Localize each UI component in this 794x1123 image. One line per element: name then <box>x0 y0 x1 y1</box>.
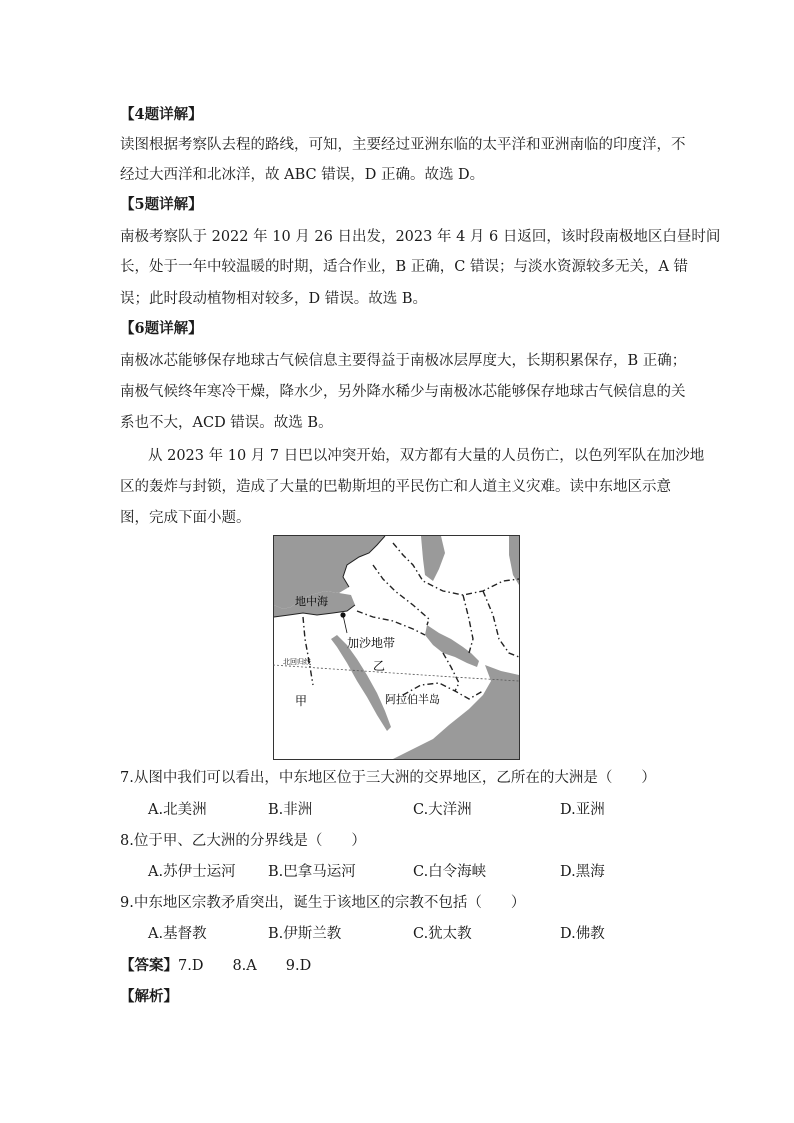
middle-east-map <box>273 535 520 760</box>
q9-option-b: B.伊斯兰教 <box>268 926 342 942</box>
explanation-line: 读图根据考察队去程的路线，可知，主要经过亚洲东临的太平洋和亚洲南临的印度洋，不 <box>120 137 686 153</box>
explanation-line: 误；此时段动植物相对较多，D 错误。故选 B。 <box>120 291 427 307</box>
q9-option-c: C.犹太教 <box>413 926 472 942</box>
material-intro-line: 从 2023 年 10 月 7 日巴以冲突开始，双方都有大量的人员伤亡，以色列军队在加沙地 <box>148 448 705 464</box>
question-7-stem: 7.从图中我们可以看出，中东地区位于三大洲的交界地区，乙所在的大洲是（ ） <box>120 770 656 786</box>
explanation-line: 南极冰芯能够保存地球古气候信息主要得益于南极冰层厚度大，长期积累保存，B 正确； <box>120 353 687 369</box>
explanation-line: 系也不大，ACD 错误。故选 B。 <box>120 415 333 431</box>
label-jia: 甲 <box>295 694 308 708</box>
label-mediterranean: 地中海 <box>295 596 328 608</box>
section-heading-q6: 【6题详解】 <box>120 320 203 337</box>
explanation-line: 经过大西洋和北冰洋，故 ABC 错误，D 正确。故选 D。 <box>120 167 485 183</box>
question-9-stem: 9.中东地区宗教矛盾突出，诞生于该地区的宗教不包括（ ） <box>120 895 526 911</box>
analysis-heading: 【解析】 <box>120 988 178 1005</box>
label-tropic: 北回归线 <box>283 659 311 666</box>
q7-option-c: C.大洋洲 <box>413 802 472 818</box>
label-arabian-peninsula: 阿拉伯半岛 <box>385 694 440 706</box>
q8-option-c: C.白令海峡 <box>413 864 487 880</box>
q8-option-a: A.苏伊士运河 <box>148 864 236 880</box>
explanation-line: 长，处于一年中较温暖的时期，适合作业，B 正确，C 错误；与淡水资源较多无关，A 错 <box>120 259 689 275</box>
material-intro-line: 区的轰炸与封锁，造成了大量的巴勒斯坦的平民伤亡和人道主义灾难。读中东地区示意 <box>120 479 671 495</box>
label-yi: 乙 <box>373 659 386 673</box>
answer-line <box>120 956 311 976</box>
q9-option-a: A.基督教 <box>148 926 207 942</box>
q7-option-b: B.非洲 <box>268 802 313 818</box>
answer-text: 7.D 8.A 9.D <box>178 958 312 974</box>
material-intro-line: 图，完成下面小题。 <box>120 510 251 526</box>
section-heading-q5: 【5题详解】 <box>120 196 203 213</box>
answer-label: 【答案】 <box>120 957 178 974</box>
q9-option-d: D.佛教 <box>560 926 605 942</box>
q7-option-a: A.北美洲 <box>148 802 207 818</box>
section-heading-q4: 【4题详解】 <box>120 106 203 123</box>
q8-option-b: B.巴拿马运河 <box>268 864 356 880</box>
q7-option-d: D.亚洲 <box>560 802 605 818</box>
label-gaza-strip: 加沙地带 <box>347 636 396 650</box>
explanation-line: 南极考察队于 2022 年 10 月 26 日出发，2023 年 4 月 6 日返回，该时段南极地区白昼时间 <box>120 229 721 245</box>
question-8-stem: 8.位于甲、乙大洲的分界线是（ ） <box>120 833 366 849</box>
explanation-line: 南极气候终年寒冷干燥，降水少，另外降水稀少与南极冰芯能够保存地球古气候信息的关 <box>120 384 686 400</box>
q8-option-d: D.黑海 <box>560 864 605 880</box>
